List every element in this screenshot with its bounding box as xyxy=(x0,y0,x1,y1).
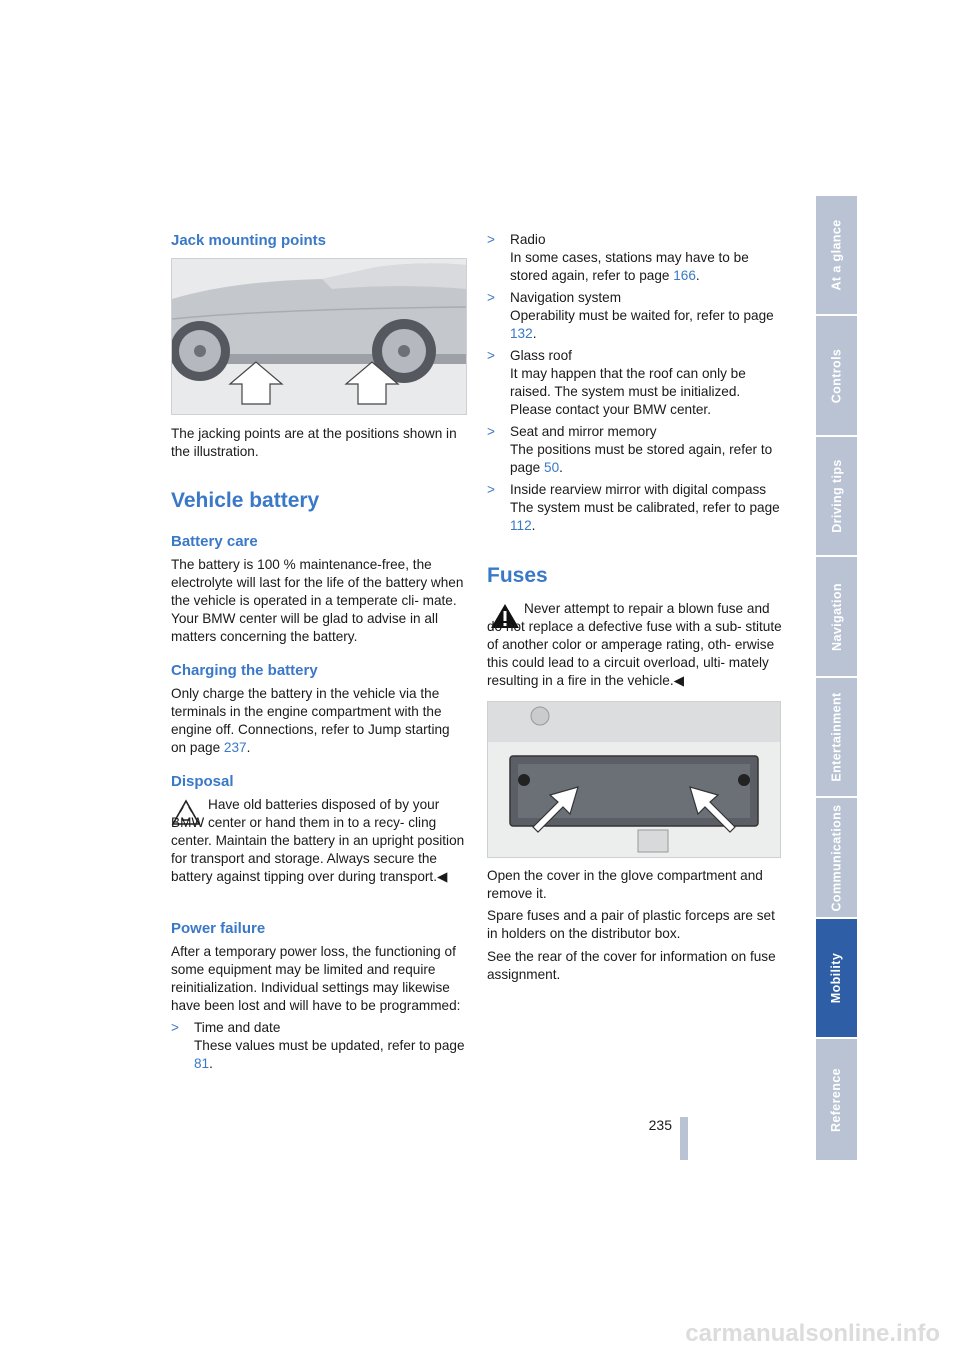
jack-heading: Jack mounting points xyxy=(171,232,327,249)
jack-points-illustration xyxy=(171,258,467,415)
page-link-112[interactable]: 112 xyxy=(510,518,532,533)
vehicle-battery-heading: Vehicle battery xyxy=(171,489,320,512)
tab-entertainment[interactable]: Entertainment xyxy=(816,678,857,798)
tab-controls[interactable]: Controls xyxy=(816,316,857,437)
glove-compartment-illustration xyxy=(487,701,781,858)
tab-navigation[interactable]: Navigation xyxy=(816,557,857,678)
car-side-icon xyxy=(172,259,466,414)
tab-reference[interactable]: Reference xyxy=(816,1039,857,1162)
power-failure-text: After a temporary power loss, the functioning of some equipment may be limited and require reinitialization. Individual settings may likewise have been lost and will have to be programmed: xyxy=(171,944,461,1013)
bullet-marker: > xyxy=(171,1020,179,1035)
charging-text: Only charge the battery in the vehicle via the terminals in the engine compartment with the engine off. Connections, refer to Jump starting on page 237. xyxy=(171,686,450,755)
watermark: carmanualsonline.info xyxy=(685,1320,940,1347)
disposal-heading: Disposal xyxy=(171,773,234,790)
charging-heading: Charging the battery xyxy=(171,662,318,679)
section-tabs xyxy=(816,196,857,1160)
page-link-81[interactable]: 81 xyxy=(194,1056,210,1071)
fuses-text-3: See the rear of the cover for information on fuse assignment. xyxy=(487,949,776,982)
tab-at-a-glance[interactable]: At a glance xyxy=(816,196,857,316)
page-link-237[interactable]: 237 xyxy=(223,740,247,755)
fuses-heading: Fuses xyxy=(487,564,548,587)
tab-communications[interactable]: Communications xyxy=(816,798,857,919)
jack-text: The jacking points are at the positions shown in the illustration. xyxy=(171,426,457,459)
power-failure-heading: Power failure xyxy=(171,920,266,937)
page-link-50[interactable]: 50 xyxy=(544,460,560,475)
fuses-warning-text: Never attempt to repair a blown fuse and do not replace a defective fuse with a sub- stitute of another color or amperage rating, oth- erwise this could lead to a circuit overload, ulti- mately resulting in a fire in the vehicle.◀ xyxy=(487,601,782,688)
battery-care-text: The battery is 100 % maintenance-free, the electrolyte will last for the life of the battery when the vehicle is operated in a temperate cli- mate. Your BMW center will be glad to advise in all matters concerning the battery. xyxy=(171,557,464,644)
fuses-text-1: Open the cover in the glove compartment and remove it. xyxy=(487,868,763,901)
page-link-166[interactable]: 166 xyxy=(673,268,696,283)
page-marker-bar xyxy=(680,1117,688,1160)
battery-care-heading: Battery care xyxy=(171,533,258,550)
fuse-box-icon xyxy=(488,702,780,857)
fuses-text-2: Spare fuses and a pair of plastic forceps are set in holders on the distributor box. xyxy=(487,908,775,941)
disposal-text: Have old batteries disposed of by your BMW center or hand them in to a recy- cling center. Maintain the battery in an upright position for transport and storage. Always secure the battery against tipping over during transport.◀ xyxy=(171,797,465,884)
page-link-132[interactable]: 132 xyxy=(510,326,533,341)
page-number: 235 xyxy=(648,1117,672,1133)
tab-driving-tips[interactable]: Driving tips xyxy=(816,437,857,557)
tab-mobility[interactable]: Mobility xyxy=(816,919,857,1039)
